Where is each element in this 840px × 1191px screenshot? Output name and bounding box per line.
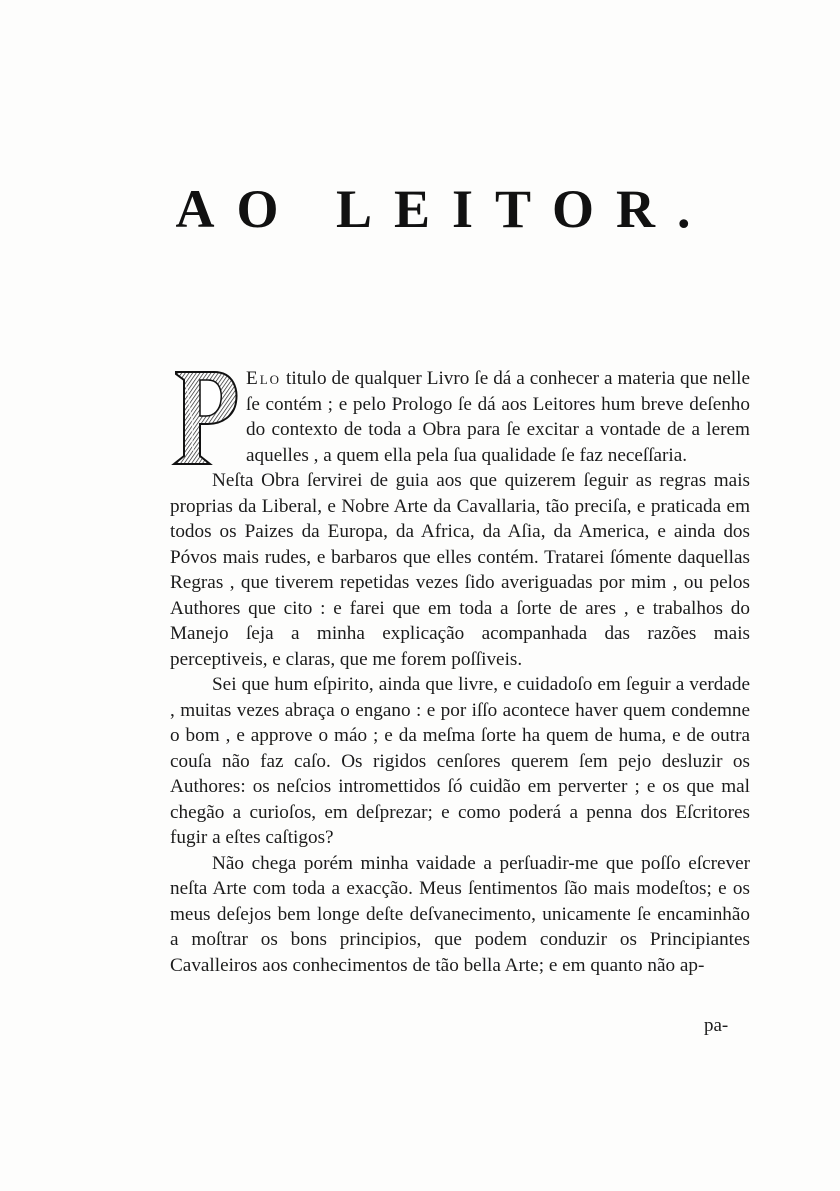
paragraph: Não chega porém minha vaidade a perſuadir-me que poſſo eſcrever neſta Arte com toda a exacção. Meus ſentimentos ſão mais modeſtos; e os meus deſejos bem longe deſte deſvanecimento, unicamente ſe encaminhão a moſtrar os bons principios, que podem conduzir os Principiantes Cavalleiros aos conhecimentos de tão bella Arte; e em quanto não ap- [170, 852, 750, 976]
first-word-lead: Elo [246, 368, 282, 389]
first-paragraph-rest: titulo de qualquer Livro ſe dá a conhecer a materia que nelle ſe contém ; e pelo Prologo ſe dá aos Leitores hum breve deſenho do contexto de toda a Obra para ſe excitar a vontade de a lerem aquelles , a quem ella pela ſua qualidade ſe faz neceſſaria. [246, 368, 750, 466]
first-paragraph-text [170, 366, 750, 468]
catchword: pa- [704, 1015, 729, 1036]
body-text [170, 366, 750, 978]
drop-cap-p-icon [170, 368, 240, 468]
first-paragraph [170, 366, 750, 468]
drop-cap-ornament [170, 368, 240, 468]
paragraph: Sei que hum eſpirito, ainda que livre, e cuidadoſo em ſeguir a verdade , muitas vezes abraça o engano : e por iſſo acontece haver quem condemne o bom , e approve o máo ; e da meſma ſorte ha quem de huma, e de outra couſa não faz caſo. Os rigidos cenſores querem ſem pejo desluzir os Authores: os neſcios intromettidos ſó cuidão em perverter ; e os que mal chegão a curioſos, em deſprezar; e como poderá a penna dos Eſcritores fugir a eſtes caſtigos? [170, 674, 750, 848]
page-title: AO LEITOR. [175, 179, 713, 239]
paragraph: Neſta Obra ſervirei de guia aos que quizerem ſeguir as regras mais proprias da Liberal, e Nobre Arte da Cavallaria, tão preciſa, e praticada em todos os Paizes da Europa, da Africa, da Aſia, da America, e ainda dos Póvos mais rudes, e barbaros que elles contém. Tratarei ſómente daquellas Regras , que tiverem repetidas vezes ſido averiguadas por mim , ou pelos Authores que cito : e farei que em toda a ſorte de ares , e trabalhos do Manejo ſeja a minha explicação acompanhada das razões mais perceptiveis, e claras, que me forem poſſiveis. [170, 470, 750, 670]
